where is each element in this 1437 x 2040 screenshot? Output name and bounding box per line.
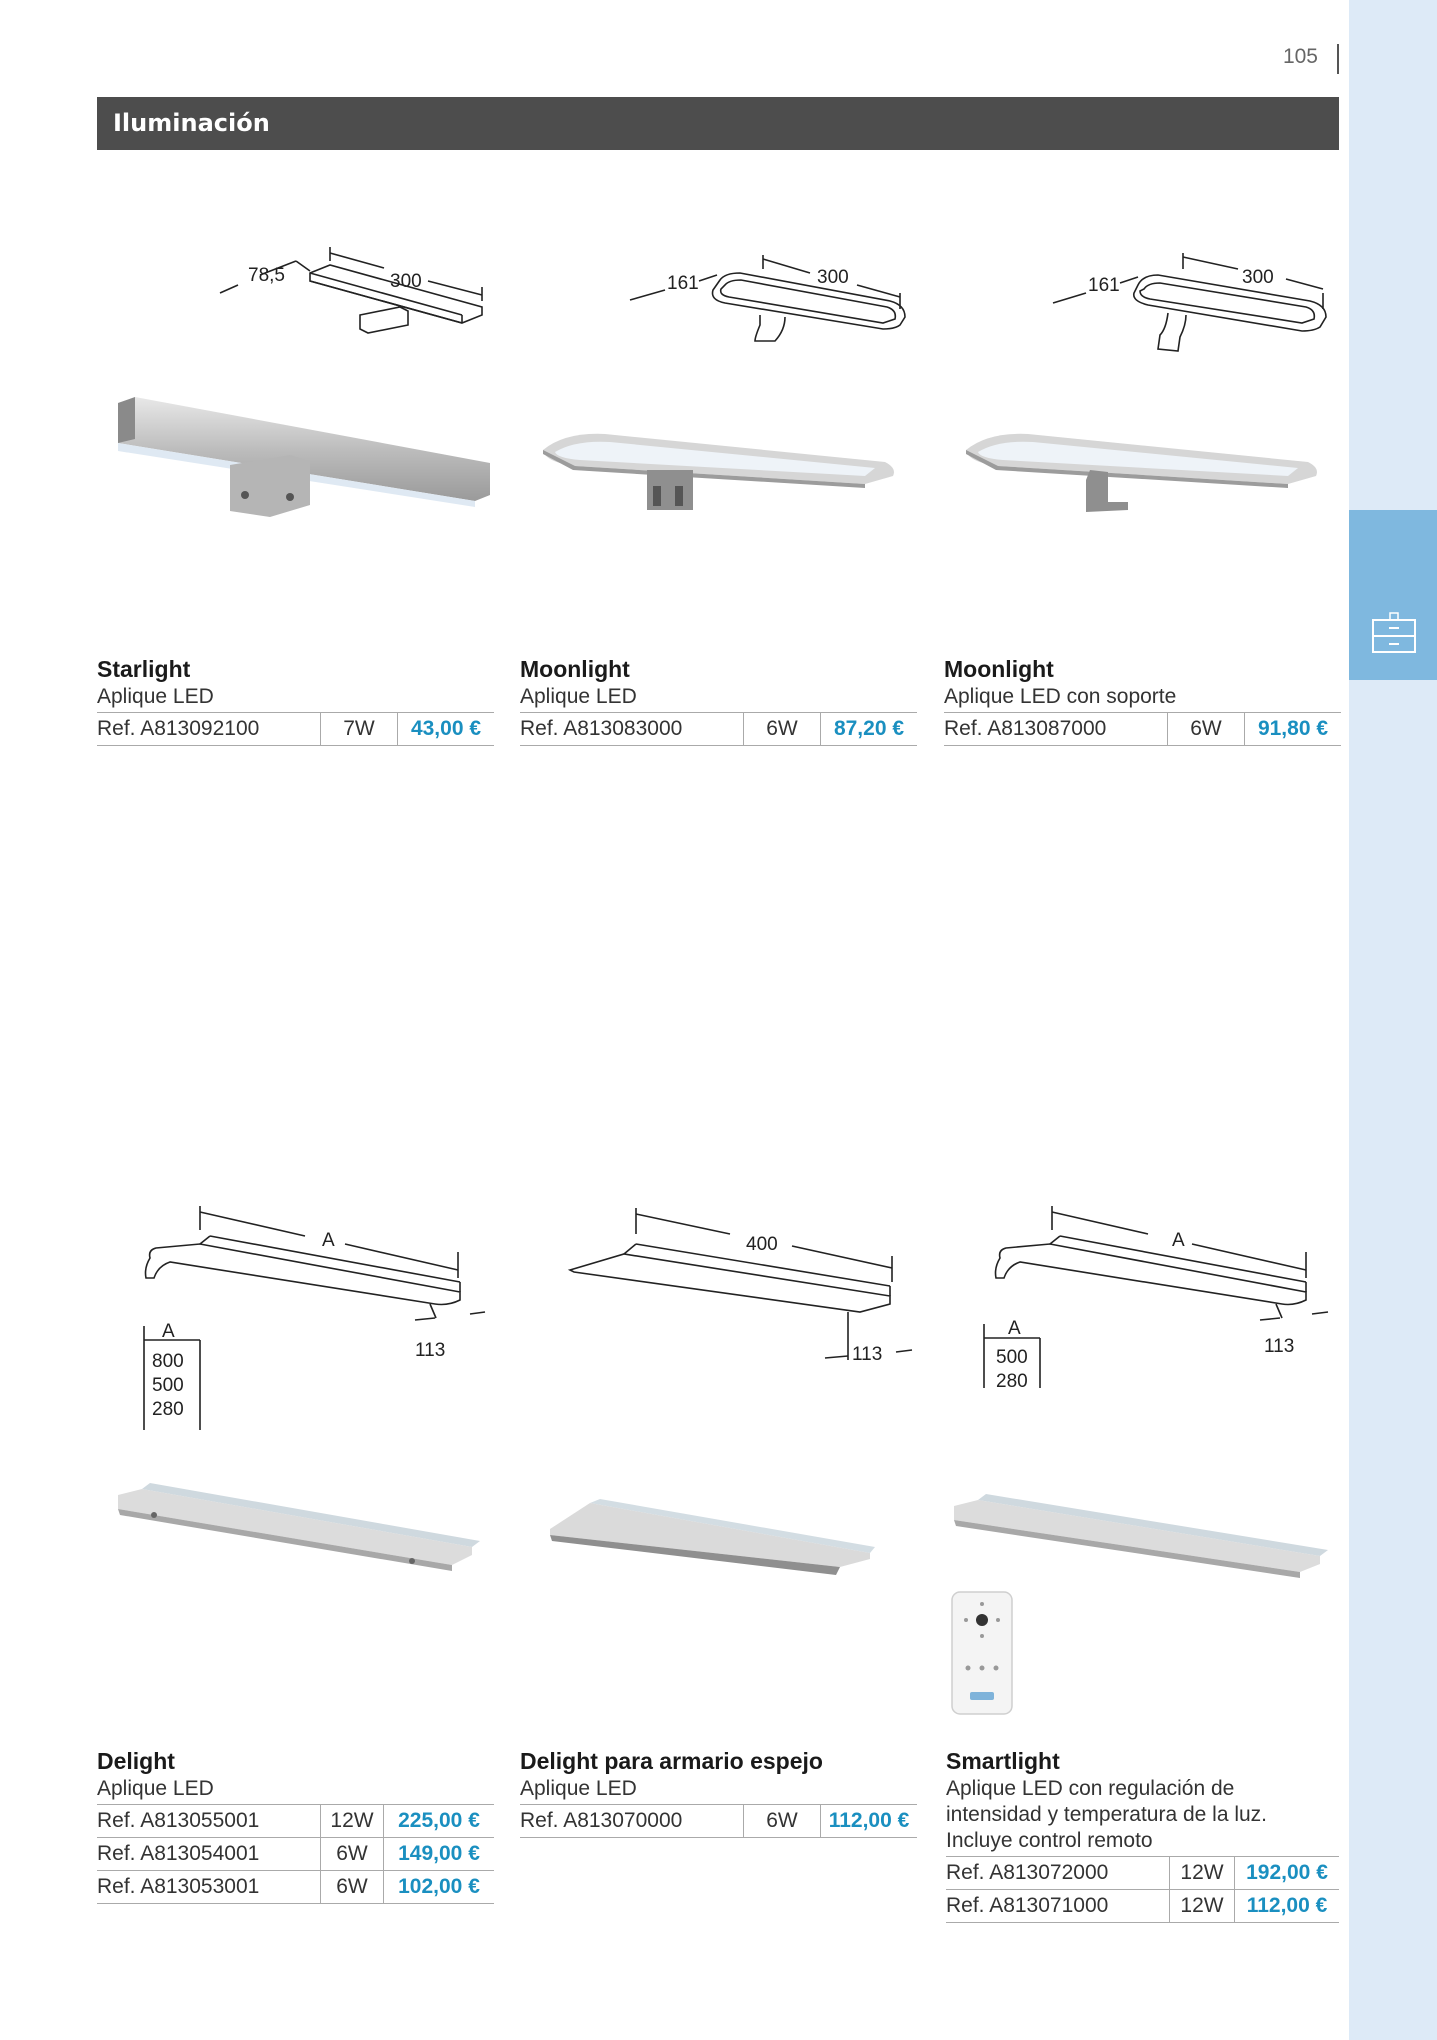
table-row <box>520 1805 917 1838</box>
product-description: Aplique LED con soporte <box>944 685 1177 708</box>
product-moonlight-soporte <box>944 654 1344 746</box>
moonlight-dimension-drawing <box>625 245 915 355</box>
starlight-product-image <box>110 395 495 535</box>
page-number: 105 <box>1282 45 1318 68</box>
table-row <box>97 1838 494 1871</box>
ref-cell: Ref. A813092100 <box>97 713 321 746</box>
price-table <box>520 1804 917 1838</box>
price-table <box>97 712 494 746</box>
table-row <box>946 1890 1339 1923</box>
delight-size-option: 800 <box>152 1351 184 1372</box>
product-description-line: Aplique LED con regulación de <box>946 1777 1235 1800</box>
side-strip <box>1349 0 1437 2040</box>
moonlight-soporte-product-image <box>958 410 1328 525</box>
smartlight-size-option: 500 <box>996 1347 1028 1368</box>
ref-cell: Ref. A813055001 <box>97 1805 321 1838</box>
watt-cell: 7W <box>321 713 398 746</box>
price-cell: 149,00 € <box>384 1838 495 1871</box>
starlight-depth-label: 78,5 <box>248 265 285 286</box>
delight-armario-depth-label: 113 <box>852 1344 883 1365</box>
product-description: Aplique LED <box>520 685 637 708</box>
product-name: Moonlight <box>944 656 1054 682</box>
moonlight-soporte-width-label: 300 <box>1242 267 1274 288</box>
product-name: Smartlight <box>946 1748 1060 1774</box>
product-delight <box>97 1746 497 1904</box>
delight-size-option: 500 <box>152 1375 184 1396</box>
moonlight-product-image <box>535 410 905 525</box>
product-description-line: intensidad y temperatura de la luz. <box>946 1803 1268 1826</box>
price-table <box>946 1856 1339 1923</box>
watt-cell: 6W <box>744 713 821 746</box>
watt-cell: 6W <box>1168 713 1245 746</box>
table-row <box>520 713 917 746</box>
delight-armario-width-label: 400 <box>746 1234 778 1255</box>
product-smartlight <box>946 1746 1346 1923</box>
product-description: Aplique LED <box>520 1777 637 1800</box>
cabinet-icon <box>1371 612 1417 656</box>
delight-product-image <box>112 1475 482 1580</box>
product-delight-armario <box>520 1746 920 1838</box>
page-number-divider <box>1337 44 1339 74</box>
moonlight-soporte-depth-label: 161 <box>1088 275 1120 296</box>
ref-cell: Ref. A813070000 <box>520 1805 744 1838</box>
watt-cell: 6W <box>321 1838 384 1871</box>
watt-cell: 6W <box>744 1805 821 1838</box>
watt-cell: 12W <box>1170 1857 1235 1890</box>
smartlight-size-header: A <box>1008 1318 1021 1339</box>
smartlight-size-option: 280 <box>996 1371 1028 1392</box>
delight-dimension-drawing <box>130 1200 490 1430</box>
product-moonlight <box>520 654 920 746</box>
delight-size-header: A <box>162 1321 175 1342</box>
starlight-dimension-drawing <box>200 235 500 345</box>
moonlight-depth-label: 161 <box>667 273 699 294</box>
moonlight-width-label: 300 <box>817 267 849 288</box>
delight-width-label: A <box>322 1230 335 1251</box>
price-table <box>97 1804 494 1904</box>
price-cell: 102,00 € <box>384 1871 495 1904</box>
smartlight-depth-label: 113 <box>1264 1336 1295 1357</box>
product-name: Delight para armario espejo <box>520 1748 823 1774</box>
table-row <box>97 1871 494 1904</box>
product-name: Moonlight <box>520 656 630 682</box>
ref-cell: Ref. A813053001 <box>97 1871 321 1904</box>
price-cell: 91,80 € <box>1245 713 1342 746</box>
watt-cell: 12W <box>1170 1890 1235 1923</box>
price-table <box>520 712 917 746</box>
price-cell: 112,00 € <box>1235 1890 1340 1923</box>
ref-cell: Ref. A813054001 <box>97 1838 321 1871</box>
section-title: Iluminación <box>97 97 1339 150</box>
price-cell: 43,00 € <box>398 713 495 746</box>
product-name: Delight <box>97 1748 175 1774</box>
product-description: Aplique LED <box>97 685 214 708</box>
delight-armario-product-image <box>540 1495 880 1585</box>
watt-cell: 6W <box>321 1871 384 1904</box>
ref-cell: Ref. A813072000 <box>946 1857 1170 1890</box>
moonlight-soporte-dimension-drawing <box>1048 245 1338 360</box>
watt-cell: 12W <box>321 1805 384 1838</box>
delight-size-option: 280 <box>152 1399 184 1420</box>
delight-depth-label: 113 <box>415 1340 446 1361</box>
remote-control-image <box>948 1588 1016 1718</box>
price-cell: 192,00 € <box>1235 1857 1340 1890</box>
ref-cell: Ref. A813083000 <box>520 713 744 746</box>
chapter-tab <box>1349 510 1437 680</box>
price-cell: 112,00 € <box>821 1805 918 1838</box>
price-cell: 225,00 € <box>384 1805 495 1838</box>
product-starlight <box>97 654 497 746</box>
price-cell: 87,20 € <box>821 713 918 746</box>
table-row <box>97 713 494 746</box>
product-name: Starlight <box>97 656 191 682</box>
delight-armario-dimension-drawing <box>560 1200 920 1370</box>
table-row <box>97 1805 494 1838</box>
table-row <box>946 1857 1339 1890</box>
table-row <box>944 713 1341 746</box>
ref-cell: Ref. A813071000 <box>946 1890 1170 1923</box>
smartlight-width-label: A <box>1172 1230 1185 1251</box>
price-table <box>944 712 1341 746</box>
starlight-width-label: 300 <box>390 271 422 292</box>
ref-cell: Ref. A813087000 <box>944 713 1168 746</box>
product-description: Aplique LED <box>97 1777 214 1800</box>
smartlight-product-image <box>948 1490 1333 1585</box>
smartlight-dimension-drawing <box>980 1200 1340 1400</box>
product-description-line: Incluye control remoto <box>946 1829 1153 1852</box>
